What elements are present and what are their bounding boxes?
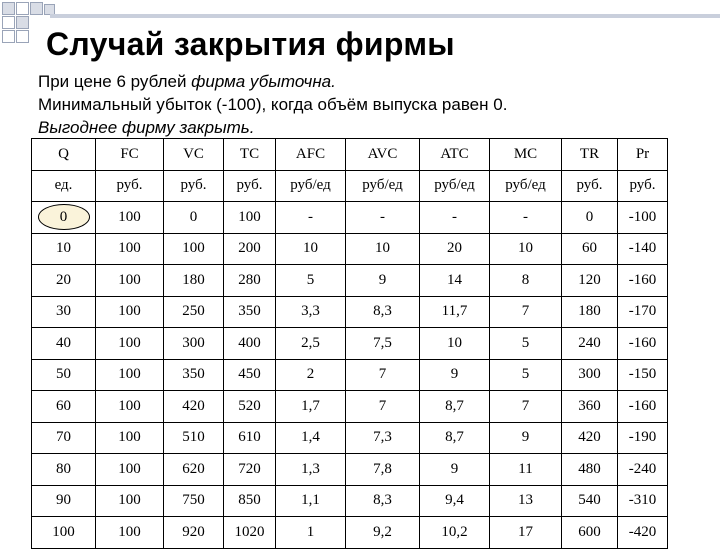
table-cell: 9,2	[346, 517, 420, 549]
table-cell: 11,7	[420, 296, 490, 328]
table-cell: 520	[224, 391, 276, 423]
table-cell: -310	[618, 485, 668, 517]
table-cell: 10	[490, 233, 562, 265]
table-cell: 9	[420, 359, 490, 391]
table-cell: 30	[32, 296, 96, 328]
table-cell: AVC	[346, 139, 420, 171]
table-cell: -160	[618, 265, 668, 297]
table-row	[32, 485, 668, 517]
table-cell: 350	[224, 296, 276, 328]
deco-square	[16, 16, 29, 29]
text-line-1	[38, 72, 336, 92]
table-cell: AFC	[276, 139, 346, 171]
table-cell: VC	[164, 139, 224, 171]
table-row	[32, 422, 668, 454]
table-cell: 1,3	[276, 454, 346, 486]
table-row	[32, 454, 668, 486]
table-cell: 40	[32, 328, 96, 360]
table-cell: 750	[164, 485, 224, 517]
table-cell: 8,7	[420, 422, 490, 454]
table-cell: 5	[276, 265, 346, 297]
table-cell: 9	[420, 454, 490, 486]
table-cell: руб.	[96, 170, 164, 202]
table-cell: -160	[618, 328, 668, 360]
table-cell: -140	[618, 233, 668, 265]
table-cell: 10	[276, 233, 346, 265]
table-cell: FC	[96, 139, 164, 171]
table-cell: 20	[420, 233, 490, 265]
table-cell: 10,2	[420, 517, 490, 549]
table-cell: 100	[224, 202, 276, 234]
table-cell: 5	[490, 359, 562, 391]
table-cell: 100	[96, 202, 164, 234]
table-cell: -190	[618, 422, 668, 454]
table-cell: руб/ед	[346, 170, 420, 202]
table-cell: 60	[562, 233, 618, 265]
table-cell: ATC	[420, 139, 490, 171]
table-cell: 100	[96, 233, 164, 265]
table-cell: 2	[276, 359, 346, 391]
text-line-1-a: При цене 6 рублей	[38, 72, 192, 91]
table-cell: 0	[562, 202, 618, 234]
table-row	[32, 202, 668, 234]
table-cell: 7,5	[346, 328, 420, 360]
table-cell: 100	[96, 265, 164, 297]
table-cell: 1020	[224, 517, 276, 549]
table-cell: руб.	[618, 170, 668, 202]
table-cell: 100	[96, 517, 164, 549]
table-units-row	[32, 170, 668, 202]
table-cell: 420	[562, 422, 618, 454]
table-cell: -170	[618, 296, 668, 328]
deco-square	[30, 2, 43, 15]
table-cell: 10	[32, 233, 96, 265]
table-cell: 250	[164, 296, 224, 328]
table-cell: 100	[96, 422, 164, 454]
slide-title: Случай закрытия фирмы	[46, 26, 455, 62]
table-cell: Q	[32, 139, 96, 171]
table-cell: 8,3	[346, 296, 420, 328]
table-cell: 510	[164, 422, 224, 454]
table-cell: -	[276, 202, 346, 234]
highlighted-q-zero: 0	[38, 204, 90, 230]
table-cell: 5	[490, 328, 562, 360]
cost-table	[31, 138, 668, 549]
table-cell: 7,3	[346, 422, 420, 454]
table-cell: 300	[164, 328, 224, 360]
table-cell: 480	[562, 454, 618, 486]
table-cell: 240	[562, 328, 618, 360]
table-cell: 8	[490, 265, 562, 297]
table-cell: -240	[618, 454, 668, 486]
table-cell: руб/ед	[490, 170, 562, 202]
table-cell: 11	[490, 454, 562, 486]
table-cell: руб.	[224, 170, 276, 202]
table-cell: 0	[164, 202, 224, 234]
table-cell: 9	[490, 422, 562, 454]
table-cell: 1	[276, 517, 346, 549]
table-cell: -	[346, 202, 420, 234]
table-cell: -150	[618, 359, 668, 391]
table-cell: руб.	[562, 170, 618, 202]
deco-bar	[50, 14, 720, 18]
table-cell: ед.	[32, 170, 96, 202]
table-cell: 720	[224, 454, 276, 486]
table-cell: 3,3	[276, 296, 346, 328]
table-cell: 1,4	[276, 422, 346, 454]
table-cell: 100	[96, 391, 164, 423]
table-cell: 17	[490, 517, 562, 549]
table-cell: 8,7	[420, 391, 490, 423]
table-cell: TC	[224, 139, 276, 171]
table-cell: 360	[562, 391, 618, 423]
table-cell: 600	[562, 517, 618, 549]
table-cell	[32, 202, 96, 234]
deco-square	[2, 16, 15, 29]
table-cell: 20	[32, 265, 96, 297]
table-cell: -100	[618, 202, 668, 234]
table-cell: 7,8	[346, 454, 420, 486]
table-row	[32, 328, 668, 360]
table-cell: 1,1	[276, 485, 346, 517]
table-cell: 100	[96, 328, 164, 360]
table-cell: 2,5	[276, 328, 346, 360]
table-cell: MC	[490, 139, 562, 171]
table-cell: 200	[224, 233, 276, 265]
deco-square	[2, 30, 15, 43]
table-cell: 90	[32, 485, 96, 517]
table-cell: 7	[346, 359, 420, 391]
table-cell: 100	[96, 485, 164, 517]
table-cell: руб/ед	[276, 170, 346, 202]
table-cell: 180	[164, 265, 224, 297]
table-row	[32, 233, 668, 265]
table-cell: -420	[618, 517, 668, 549]
table-cell: -	[420, 202, 490, 234]
table-row	[32, 517, 668, 549]
table-row	[32, 359, 668, 391]
table-cell: 8,3	[346, 485, 420, 517]
table-cell: 620	[164, 454, 224, 486]
table-cell: Pr	[618, 139, 668, 171]
table-cell: 7	[346, 391, 420, 423]
table-cell: 180	[562, 296, 618, 328]
table-body	[32, 139, 668, 549]
table-cell: -	[490, 202, 562, 234]
table-cell: 540	[562, 485, 618, 517]
table-cell: 300	[562, 359, 618, 391]
table-cell: 280	[224, 265, 276, 297]
table-cell: 50	[32, 359, 96, 391]
table-cell: 920	[164, 517, 224, 549]
table-cell: 420	[164, 391, 224, 423]
table-cell: 100	[96, 359, 164, 391]
table-cell: 13	[490, 485, 562, 517]
deco-square	[2, 2, 15, 15]
table-cell: TR	[562, 139, 618, 171]
table-cell: 80	[32, 454, 96, 486]
table-cell: 100	[96, 454, 164, 486]
table-cell: 450	[224, 359, 276, 391]
table-cell: 100	[96, 296, 164, 328]
text-line-1-b: фирма убыточна.	[191, 72, 336, 91]
table-cell: 10	[346, 233, 420, 265]
table-cell: 610	[224, 422, 276, 454]
table-cell: 7	[490, 296, 562, 328]
text-line-2: Минимальный убыток (-100), когда объём выпуска равен 0.	[38, 95, 508, 114]
table-cell: 60	[32, 391, 96, 423]
table-cell: 9,4	[420, 485, 490, 517]
table-cell: 350	[164, 359, 224, 391]
text-line-3: Выгоднее фирму закрыть.	[38, 118, 255, 137]
table-cell: -160	[618, 391, 668, 423]
table-cell: 850	[224, 485, 276, 517]
table-header-row	[32, 139, 668, 171]
table-cell: руб.	[164, 170, 224, 202]
table-cell: 7	[490, 391, 562, 423]
table-cell: 400	[224, 328, 276, 360]
table-cell: 10	[420, 328, 490, 360]
table-cell: 120	[562, 265, 618, 297]
table-cell: 9	[346, 265, 420, 297]
table-cell: руб/ед	[420, 170, 490, 202]
table-cell: 1,7	[276, 391, 346, 423]
table-cell: 100	[32, 517, 96, 549]
table-row	[32, 391, 668, 423]
table-row	[32, 265, 668, 297]
deco-square	[16, 30, 29, 43]
table-cell: 70	[32, 422, 96, 454]
table-cell: 100	[164, 233, 224, 265]
deco-square	[16, 2, 29, 15]
table-row	[32, 296, 668, 328]
table-cell: 14	[420, 265, 490, 297]
